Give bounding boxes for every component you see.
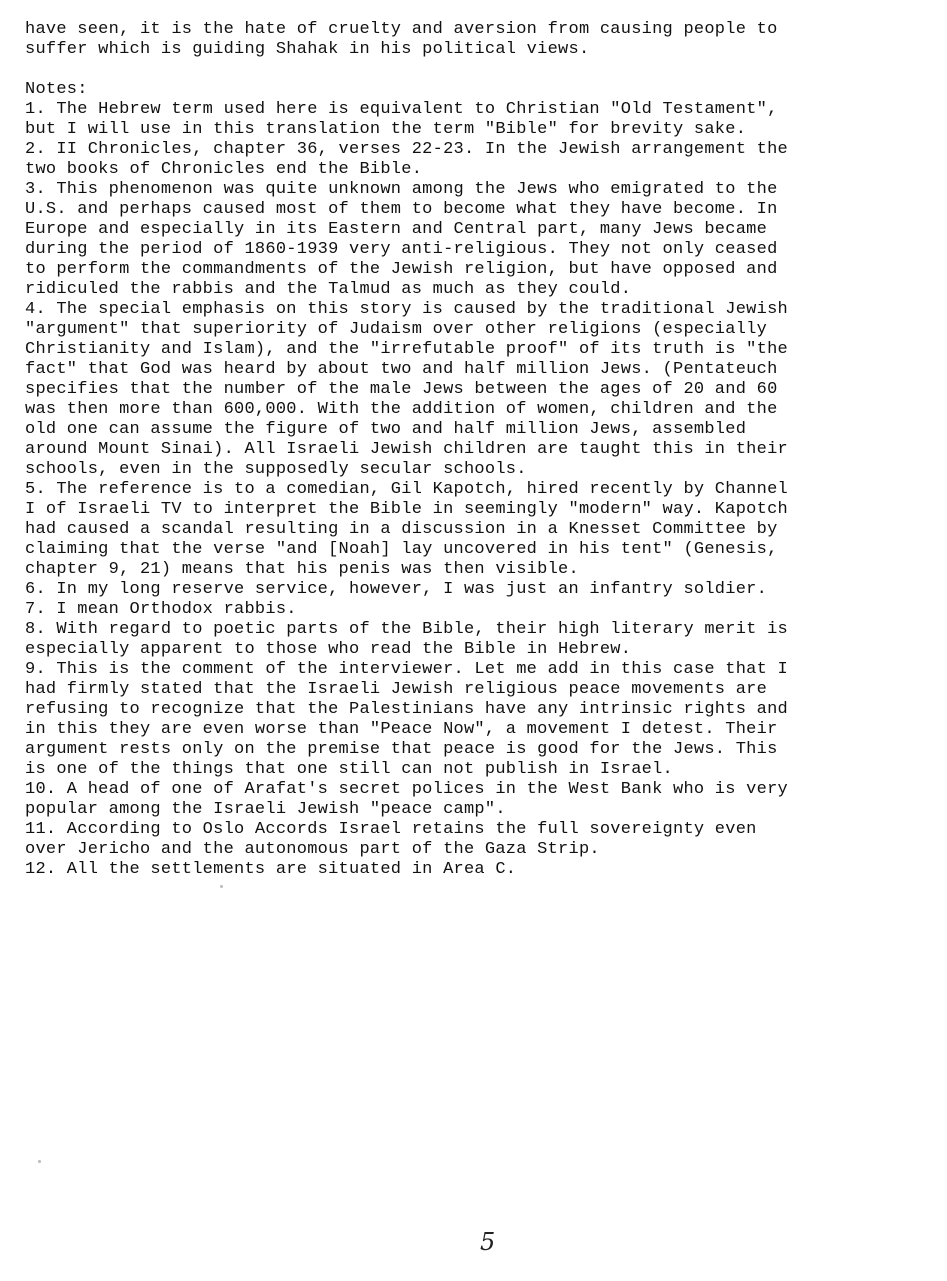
note-line: "argument" that superiority of Judaism over other religions (especially bbox=[25, 320, 768, 339]
note-line: 3. This phenomenon was quite unknown among the Jews who emigrated to the bbox=[25, 180, 778, 199]
note-line: specifies that the number of the male Jews between the ages of 20 and 60 bbox=[25, 380, 778, 399]
note-line: Europe and especially in its Eastern and Central part, many Jews became bbox=[25, 220, 768, 239]
note-line: 5. The reference is to a comedian, Gil Kapotch, hired recently by Channel bbox=[25, 480, 788, 499]
note-line: 12. All the settlements are situated in Area C. bbox=[25, 860, 517, 879]
note-line: Christianity and Islam), and the "irrefutable proof" of its truth is "the bbox=[25, 340, 788, 359]
note-line: but I will use in this translation the term "Bible" for brevity sake. bbox=[25, 120, 747, 139]
note-line: 10. A head of one of Arafat's secret polices in the West Bank who is very bbox=[25, 780, 788, 799]
note-line: schools, even in the supposedly secular schools. bbox=[25, 460, 527, 479]
note-line: had caused a scandal resulting in a discussion in a Knesset Committee by bbox=[25, 520, 778, 539]
note-line: to perform the commandments of the Jewish religion, but have opposed and bbox=[25, 260, 778, 279]
note-line: popular among the Israeli Jewish "peace camp". bbox=[25, 800, 506, 819]
note-line: over Jericho and the autonomous part of the Gaza Strip. bbox=[25, 840, 600, 859]
note-line: I of Israeli TV to interpret the Bible in seemingly "modern" way. Kapotch bbox=[25, 500, 788, 519]
note-line: chapter 9, 21) means that his penis was then visible. bbox=[25, 560, 579, 579]
note-line: especially apparent to those who read the Bible in Hebrew. bbox=[25, 640, 632, 659]
note-line: 11. According to Oslo Accords Israel retains the full sovereignty even bbox=[25, 820, 757, 839]
note-line: was then more than 600,000. With the addition of women, children and the bbox=[25, 400, 778, 419]
intro-line: suffer which is guiding Shahak in his political views. bbox=[25, 40, 590, 59]
note-line: two books of Chronicles end the Bible. bbox=[25, 160, 423, 179]
intro-line: have seen, it is the hate of cruelty and aversion from causing people to bbox=[25, 20, 778, 39]
note-line: 1. The Hebrew term used here is equivalent to Christian "Old Testament", bbox=[25, 100, 778, 119]
note-line: in this they are even worse than "Peace Now", a movement I detest. Their bbox=[25, 720, 778, 739]
note-line: fact" that God was heard by about two and half million Jews. (Pentateuch bbox=[25, 360, 778, 379]
notes-heading: Notes: bbox=[25, 80, 88, 99]
note-line: argument rests only on the premise that peace is good for the Jews. This bbox=[25, 740, 778, 759]
note-line: 2. II Chronicles, chapter 36, verses 22-23. In the Jewish arrangement the bbox=[25, 140, 788, 159]
scan-speck bbox=[38, 1160, 41, 1163]
note-line: 4. The special emphasis on this story is caused by the traditional Jewish bbox=[25, 300, 788, 319]
note-line: U.S. and perhaps caused most of them to become what they have become. In bbox=[25, 200, 778, 219]
note-line: 6. In my long reserve service, however, I was just an infantry soldier. bbox=[25, 580, 768, 599]
intro-paragraph bbox=[25, 20, 925, 60]
text-body bbox=[25, 20, 925, 880]
note-line: ridiculed the rabbis and the Talmud as much as they could. bbox=[25, 280, 632, 299]
note-line: around Mount Sinai). All Israeli Jewish children are taught this in their bbox=[25, 440, 788, 459]
note-line: claiming that the verse "and [Noah] lay uncovered in his tent" (Genesis, bbox=[25, 540, 778, 559]
note-line: during the period of 1860-1939 very anti-religious. They not only ceased bbox=[25, 240, 778, 259]
notes-list bbox=[25, 100, 925, 880]
note-line: refusing to recognize that the Palestinians have any intrinsic rights and bbox=[25, 700, 788, 719]
note-line: old one can assume the figure of two and half million Jews, assembled bbox=[25, 420, 747, 439]
note-line: had firmly stated that the Israeli Jewish religious peace movements are bbox=[25, 680, 768, 699]
paragraph-gap bbox=[25, 60, 925, 80]
note-line: 7. I mean Orthodox rabbis. bbox=[25, 600, 297, 619]
note-line: 8. With regard to poetic parts of the Bible, their high literary merit is bbox=[25, 620, 788, 639]
note-line: is one of the things that one still can not publish in Israel. bbox=[25, 760, 674, 779]
scan-speck bbox=[220, 885, 223, 888]
page-number: 5 bbox=[480, 1228, 496, 1256]
note-line: 9. This is the comment of the interviewer. Let me add in this case that I bbox=[25, 660, 788, 679]
